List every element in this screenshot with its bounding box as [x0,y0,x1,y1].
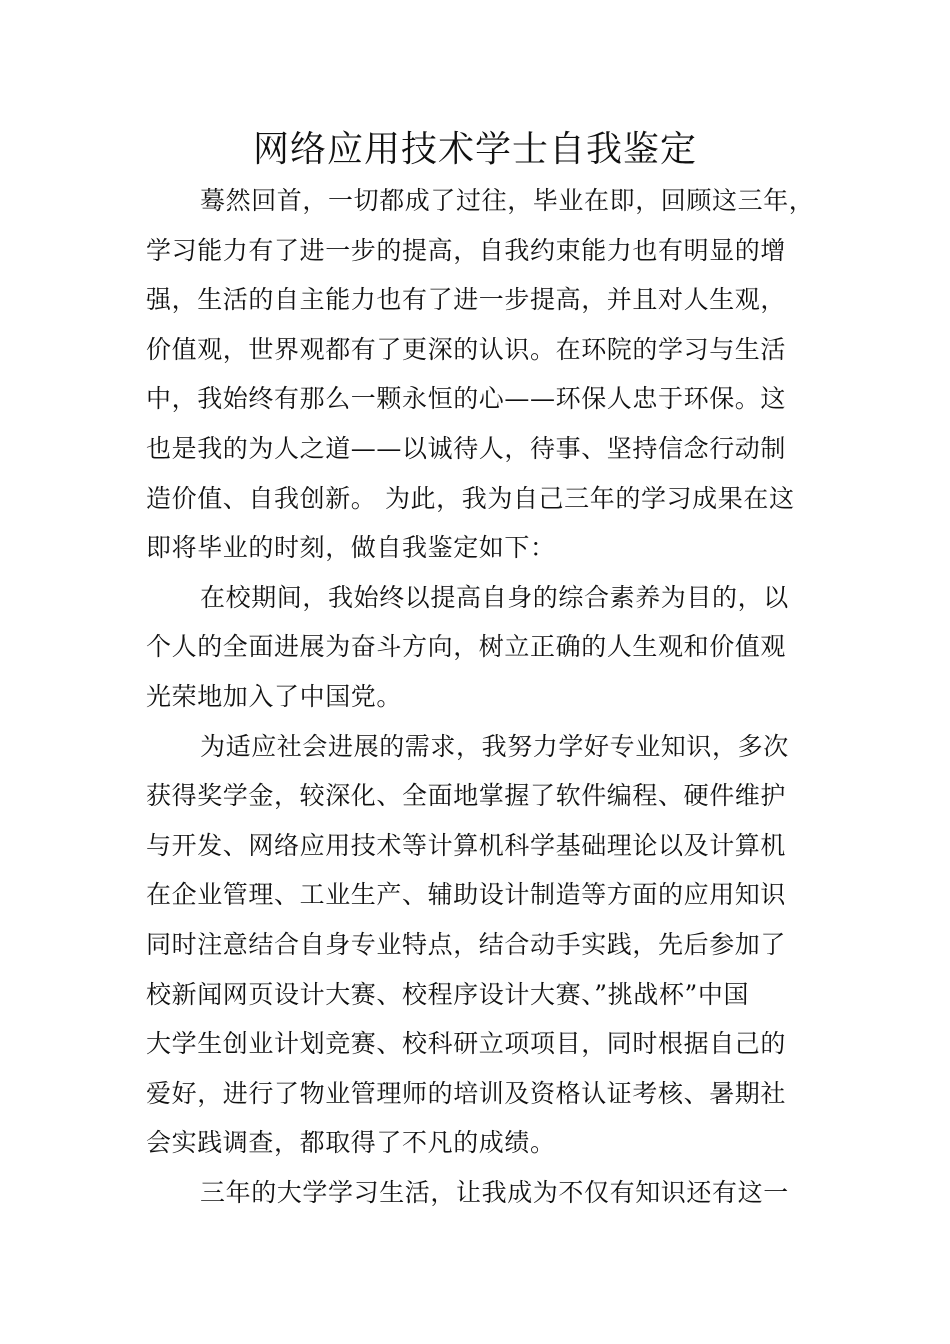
text-line: 获得奖学金，较深化、全面地掌握了软件编程、硬件维护 [146,781,787,811]
text-line: 三年的大学学习生活，让我成为不仅有知识还有这一 [200,1177,789,1207]
text-line: 爱好，进行了物业管理师的培训及资格认证考核、暑期社 [146,1078,787,1108]
text-line: 价值观，世界观都有了更深的认识。在环院的学习与生活 [146,334,787,364]
text-line: 中，我始终有那么一颗永恒的心——环保人忠于环保。这 [146,384,787,414]
text-line: 同时注意结合自身专业特点，结合动手实践，先后参加了 [146,929,787,959]
text-line: 蓦然回首，一切都成了过往，毕业在即，回顾这三年， [200,186,815,215]
text-line: 光荣地加入了中国党。 [146,681,403,711]
text-line: 学习能力有了进一步的提高，自我约束能力也有明显的增 [146,235,787,265]
text-line: 在校期间，我始终以提高自身的综合素养为目的，以 [200,582,789,612]
text-line: 个人的全面进展为奋斗方向，树立正确的人生观和价值观 [146,632,787,662]
text-line: 校新闻网页设计大赛、校程序设计大赛、”挑战杯”中国 [146,979,750,1009]
text-line: 在企业管理、工业生产、辅助设计制造等方面的应用知识 [146,880,787,910]
text-line: 会实践调查，都取得了不凡的成绩。 [146,1128,556,1158]
document-title: 网络应用技术学士自我鉴定 [252,129,697,170]
text-line: 造价值、自我创新。 为此，我为自己三年的学习成果在这 [146,483,795,513]
text-line: 即将毕业的时刻，做自我鉴定如下： [146,533,556,563]
text-line: 为适应社会进展的需求，我努力学好专业知识，多次 [200,731,789,761]
text-line: 强，生活的自主能力也有了进一步提高，并且对人生观， [146,285,787,315]
text-line: 也是我的为人之道——以诚待人，待事、坚持信念行动制 [146,433,787,463]
document-body [146,176,818,1217]
text-line: 大学生创业计划竞赛、校科研立项项目，同时根据自己的 [146,1029,787,1059]
text-line: 与开发、网络应用技术等计算机科学基础理论以及计算机 [146,830,787,860]
